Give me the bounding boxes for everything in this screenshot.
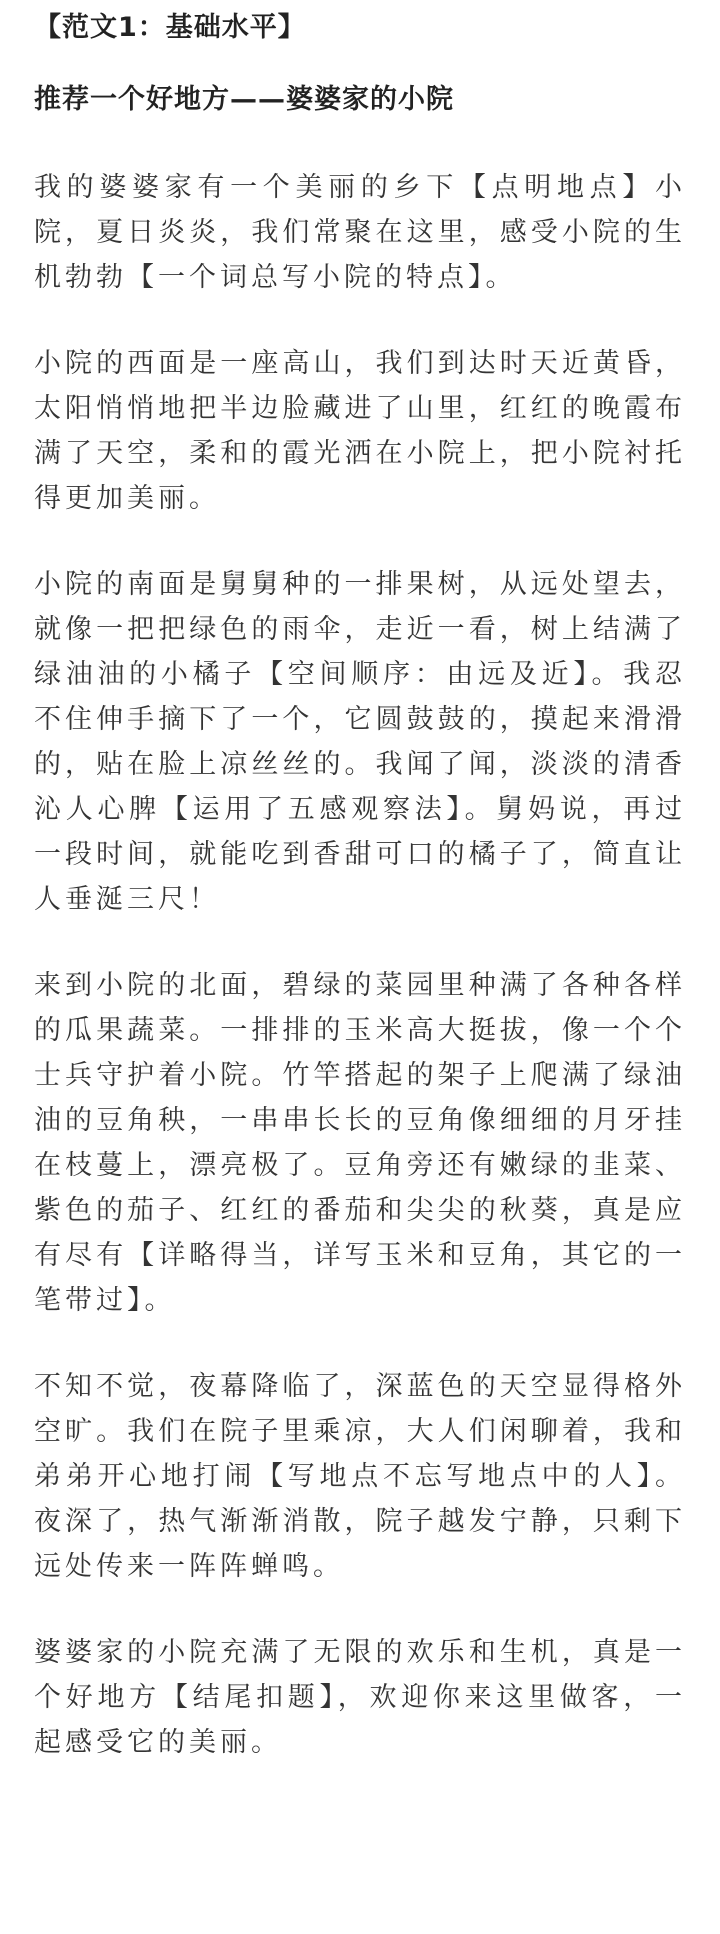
paragraph-north: 来到小院的北面，碧绿的菜园里种满了各种各样的瓜果蔬菜。一排排的玉米高大挺拔，像一个个士兵守护着小院。竹竿搭起的架子上爬满了绿油油的豆角秧，一串串长长的豆角像细细的月牙挂在枝蔓上，漂亮极了。豆角旁还有嫩绿的韭菜、紫色的茄子、红红的番茄和尖尖的秋葵，真是应有尽有【详略得当，详写玉米和豆角，其它的一笔带过】。 (34, 970, 686, 1316)
paragraph-conclusion: 婆婆家的小院充满了无限的欢乐和生机，真是一个好地方【结尾扣题】，欢迎你来这里做客，一起感受它的美丽。 (34, 1637, 686, 1758)
paragraph-intro: 我的婆婆家有一个美丽的乡下【点明地点】小院，夏日炎炎，我们常聚在这里，感受小院的生机勃勃【一个词总写小院的特点】。 (34, 172, 686, 293)
essay-title: 推荐一个好地方——婆婆家的小院 (34, 84, 454, 115)
paragraph-south: 小院的南面是舅舅种的一排果树，从远处望去，就像一把把绿色的雨伞，走近一看，树上结满了绿油油的小橘子【空间顺序：由远及近】。我忍不住伸手摘下了一个，它圆鼓鼓的，摸起来滑滑的，贴在脸上凉丝丝的。我闻了闻，淡淡的清香沁人心脾【运用了五感观察法】。舅妈说，再过一段时间，就能吃到香甜可口的橘子了，简直让人垂涎三尺！ (34, 569, 686, 915)
paragraph-night: 不知不觉，夜幕降临了，深蓝色的天空显得格外空旷。我们在院子里乘凉，大人们闲聊着，我和弟弟开心地打闹【写地点不忘写地点中的人】。夜深了，热气渐渐消散，院子越发宁静，只剩下远处传来一阵阵蝉鸣。 (34, 1371, 686, 1582)
paragraph-west: 小院的西面是一座高山，我们到达时天近黄昏，太阳悄悄地把半边脸藏进了山里，红红的晚霞布满了天空，柔和的霞光洒在小院上，把小院衬托得更加美丽。 (34, 348, 686, 514)
section-label: 【范文1：基础水平】 (34, 12, 306, 43)
